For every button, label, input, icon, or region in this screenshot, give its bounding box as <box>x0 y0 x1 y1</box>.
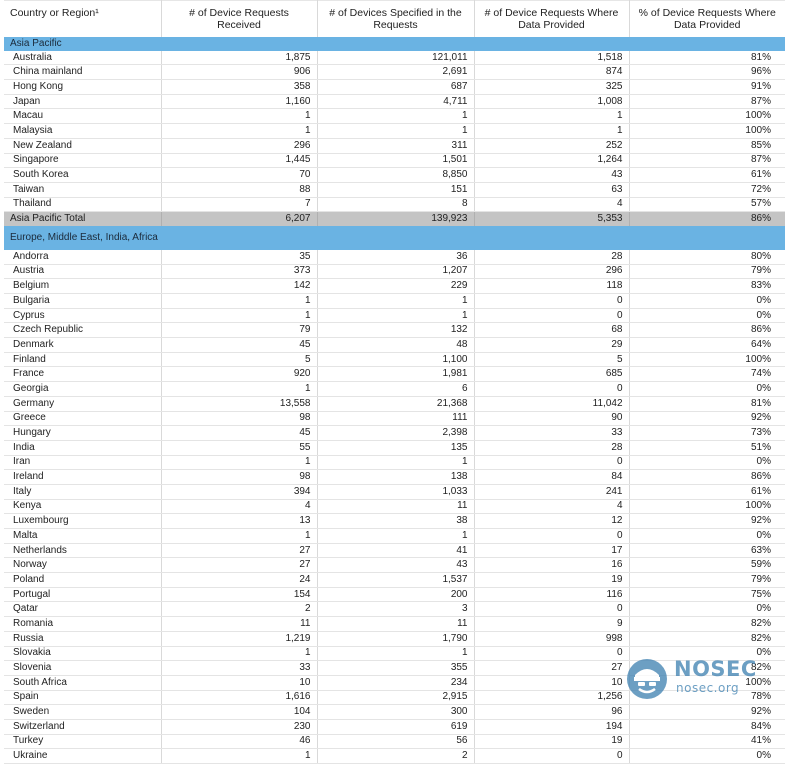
cell-requests-received: 33 <box>161 661 317 676</box>
table-row <box>4 573 785 588</box>
cell-requests-received: 154 <box>161 587 317 602</box>
cell-devices-specified: 4,711 <box>317 94 474 109</box>
cell-requests-data-provided: 116 <box>474 587 629 602</box>
cell-requests-data-provided: 84 <box>474 470 629 485</box>
header-requests-received: # of Device Requests Received <box>161 1 317 38</box>
cell-percent-data-provided: 63% <box>629 543 785 558</box>
cell-devices-specified: 1,207 <box>317 264 474 279</box>
table-row <box>4 617 785 632</box>
table-row <box>4 51 785 65</box>
cell-requests-data-provided: 5,353 <box>474 212 629 226</box>
table-row <box>4 138 785 153</box>
cell-requests-data-provided: 16 <box>474 558 629 573</box>
table-row <box>4 109 785 124</box>
cell-percent-data-provided: 100% <box>629 109 785 124</box>
cell-devices-specified: 56 <box>317 734 474 749</box>
cell-requests-data-provided: 1,256 <box>474 690 629 705</box>
cell-country: China mainland <box>4 65 161 80</box>
table-row <box>4 308 785 323</box>
cell-percent-data-provided: 79% <box>629 573 785 588</box>
cell-country: Romania <box>4 617 161 632</box>
cell-country: France <box>4 367 161 382</box>
cell-devices-specified: 151 <box>317 182 474 197</box>
cell-percent-data-provided: 81% <box>629 396 785 411</box>
cell-country: Norway <box>4 558 161 573</box>
cell-requests-received: 920 <box>161 367 317 382</box>
cell-requests-received: 1 <box>161 646 317 661</box>
cell-country: Singapore <box>4 153 161 168</box>
device-requests-table <box>4 0 785 764</box>
cell-requests-received: 1 <box>161 455 317 470</box>
cell-requests-data-provided: 4 <box>474 499 629 514</box>
table-row <box>4 734 785 749</box>
cell-requests-data-provided: 1,264 <box>474 153 629 168</box>
cell-devices-specified: 1 <box>317 646 474 661</box>
cell-requests-received: 4 <box>161 499 317 514</box>
cell-devices-specified: 2 <box>317 749 474 764</box>
cell-country: Iran <box>4 455 161 470</box>
cell-percent-data-provided: 61% <box>629 484 785 499</box>
cell-requests-data-provided: 11,042 <box>474 396 629 411</box>
cell-country: Portugal <box>4 587 161 602</box>
cell-requests-received: 142 <box>161 279 317 294</box>
cell-percent-data-provided: 86% <box>629 470 785 485</box>
cell-requests-data-provided: 12 <box>474 514 629 529</box>
cell-country: Cyprus <box>4 308 161 323</box>
cell-requests-data-provided: 68 <box>474 323 629 338</box>
cell-requests-data-provided: 874 <box>474 65 629 80</box>
cell-requests-data-provided: 241 <box>474 484 629 499</box>
table-row <box>4 719 785 734</box>
table-row <box>4 323 785 338</box>
cell-country: Thailand <box>4 197 161 212</box>
table-row <box>4 470 785 485</box>
cell-percent-data-provided: 100% <box>629 675 785 690</box>
cell-requests-received: 1,875 <box>161 51 317 65</box>
cell-requests-received: 11 <box>161 617 317 632</box>
cell-percent-data-provided: 74% <box>629 367 785 382</box>
cell-devices-specified: 11 <box>317 499 474 514</box>
cell-country: Bulgaria <box>4 294 161 309</box>
cell-percent-data-provided: 92% <box>629 411 785 426</box>
cell-requests-received: 1 <box>161 109 317 124</box>
cell-devices-specified: 43 <box>317 558 474 573</box>
cell-devices-specified: 200 <box>317 587 474 602</box>
table-row <box>4 367 785 382</box>
table-row <box>4 631 785 646</box>
cell-devices-specified: 111 <box>317 411 474 426</box>
cell-percent-data-provided: 75% <box>629 587 785 602</box>
cell-devices-specified: 135 <box>317 440 474 455</box>
cell-devices-specified: 8,850 <box>317 168 474 183</box>
cell-percent-data-provided: 84% <box>629 719 785 734</box>
cell-requests-received: 13 <box>161 514 317 529</box>
cell-requests-received: 45 <box>161 338 317 353</box>
cell-percent-data-provided: 72% <box>629 182 785 197</box>
cell-requests-data-provided: 1 <box>474 124 629 139</box>
cell-devices-specified: 41 <box>317 543 474 558</box>
cell-requests-data-provided: 10 <box>474 675 629 690</box>
cell-requests-received: 1,160 <box>161 94 317 109</box>
cell-country: Kenya <box>4 499 161 514</box>
cell-percent-data-provided: 0% <box>629 382 785 397</box>
cell-percent-data-provided: 59% <box>629 558 785 573</box>
cell-requests-received: 1 <box>161 124 317 139</box>
cell-devices-specified: 300 <box>317 705 474 720</box>
cell-devices-specified: 229 <box>317 279 474 294</box>
cell-requests-received: 358 <box>161 80 317 95</box>
cell-requests-received: 27 <box>161 558 317 573</box>
cell-percent-data-provided: 73% <box>629 426 785 441</box>
cell-requests-data-provided: 252 <box>474 138 629 153</box>
table-row <box>4 352 785 367</box>
cell-country: Australia <box>4 51 161 65</box>
cell-requests-received: 79 <box>161 323 317 338</box>
cell-requests-received: 1 <box>161 308 317 323</box>
cell-percent-data-provided: 41% <box>629 734 785 749</box>
cell-requests-data-provided: 0 <box>474 455 629 470</box>
cell-country: New Zealand <box>4 138 161 153</box>
cell-requests-data-provided: 27 <box>474 661 629 676</box>
cell-percent-data-provided: 82% <box>629 631 785 646</box>
nosec-logo-icon <box>626 658 668 700</box>
cell-country: Russia <box>4 631 161 646</box>
cell-requests-received: 13,558 <box>161 396 317 411</box>
cell-requests-data-provided: 63 <box>474 182 629 197</box>
cell-devices-specified: 3 <box>317 602 474 617</box>
cell-requests-received: 906 <box>161 65 317 80</box>
section-header-asia-pacific <box>4 37 785 51</box>
cell-percent-data-provided: 82% <box>629 617 785 632</box>
cell-country: Greece <box>4 411 161 426</box>
cell-requests-received: 70 <box>161 168 317 183</box>
cell-requests-data-provided: 29 <box>474 338 629 353</box>
cell-country: Austria <box>4 264 161 279</box>
cell-requests-received: 230 <box>161 719 317 734</box>
table-row <box>4 514 785 529</box>
cell-devices-specified: 139,923 <box>317 212 474 226</box>
cell-percent-data-provided: 100% <box>629 499 785 514</box>
cell-country: Finland <box>4 352 161 367</box>
cell-devices-specified: 1,537 <box>317 573 474 588</box>
section-header-emea <box>4 226 785 250</box>
cell-country: Andorra <box>4 250 161 264</box>
cell-devices-specified: 1,501 <box>317 153 474 168</box>
cell-percent-data-provided: 85% <box>629 138 785 153</box>
table-row <box>4 279 785 294</box>
section-title: Asia Pacific <box>4 37 785 51</box>
cell-requests-data-provided: 19 <box>474 573 629 588</box>
table-row <box>4 197 785 212</box>
cell-devices-specified: 6 <box>317 382 474 397</box>
cell-devices-specified: 138 <box>317 470 474 485</box>
cell-country: Slovakia <box>4 646 161 661</box>
cell-country: Poland <box>4 573 161 588</box>
cell-requests-data-provided: 0 <box>474 646 629 661</box>
cell-requests-received: 5 <box>161 352 317 367</box>
table-row <box>4 543 785 558</box>
cell-country: Italy <box>4 484 161 499</box>
cell-percent-data-provided: 100% <box>629 352 785 367</box>
cell-country: South Africa <box>4 675 161 690</box>
cell-country: Spain <box>4 690 161 705</box>
cell-requests-received: 98 <box>161 411 317 426</box>
cell-devices-specified: 132 <box>317 323 474 338</box>
cell-requests-data-provided: 0 <box>474 294 629 309</box>
table-row <box>4 80 785 95</box>
cell-requests-received: 394 <box>161 484 317 499</box>
cell-requests-data-provided: 19 <box>474 734 629 749</box>
cell-requests-data-provided: 0 <box>474 382 629 397</box>
header-row <box>4 1 785 38</box>
nosec-watermark <box>622 655 757 699</box>
cell-requests-data-provided: 5 <box>474 352 629 367</box>
cell-requests-received: 1,445 <box>161 153 317 168</box>
cell-requests-data-provided: 17 <box>474 543 629 558</box>
table-row <box>4 396 785 411</box>
header-country: Country or Region¹ <box>4 1 161 38</box>
cell-country: Germany <box>4 396 161 411</box>
cell-percent-data-provided: 79% <box>629 264 785 279</box>
section-title: Europe, Middle East, India, Africa <box>4 226 785 250</box>
cell-requests-received: 46 <box>161 734 317 749</box>
table-row <box>4 749 785 764</box>
cell-percent-data-provided: 86% <box>629 323 785 338</box>
cell-devices-specified: 8 <box>317 197 474 212</box>
cell-percent-data-provided: 0% <box>629 455 785 470</box>
cell-percent-data-provided: 96% <box>629 65 785 80</box>
cell-requests-data-provided: 9 <box>474 617 629 632</box>
cell-requests-data-provided: 90 <box>474 411 629 426</box>
cell-requests-received: 27 <box>161 543 317 558</box>
cell-percent-data-provided: 0% <box>629 529 785 544</box>
cell-requests-received: 35 <box>161 250 317 264</box>
cell-devices-specified: 1 <box>317 294 474 309</box>
table-row <box>4 250 785 264</box>
cell-devices-specified: 36 <box>317 250 474 264</box>
cell-devices-specified: 21,368 <box>317 396 474 411</box>
cell-percent-data-provided: 57% <box>629 197 785 212</box>
cell-percent-data-provided: 61% <box>629 168 785 183</box>
cell-percent-data-provided: 100% <box>629 124 785 139</box>
cell-devices-specified: 48 <box>317 338 474 353</box>
cell-country: Ireland <box>4 470 161 485</box>
cell-requests-data-provided: 0 <box>474 529 629 544</box>
cell-country: Switzerland <box>4 719 161 734</box>
table-row <box>4 440 785 455</box>
cell-requests-data-provided: 28 <box>474 250 629 264</box>
cell-country: Asia Pacific Total <box>4 212 161 226</box>
table-row <box>4 294 785 309</box>
cell-requests-received: 10 <box>161 675 317 690</box>
cell-requests-data-provided: 1,008 <box>474 94 629 109</box>
table-row <box>4 499 785 514</box>
cell-country: Sweden <box>4 705 161 720</box>
cell-percent-data-provided: 86% <box>629 212 785 226</box>
cell-requests-data-provided: 0 <box>474 602 629 617</box>
cell-devices-specified: 11 <box>317 617 474 632</box>
cell-requests-data-provided: 28 <box>474 440 629 455</box>
table-row <box>4 382 785 397</box>
table-row <box>4 705 785 720</box>
cell-requests-received: 1,616 <box>161 690 317 705</box>
table-row <box>4 153 785 168</box>
cell-devices-specified: 355 <box>317 661 474 676</box>
cell-percent-data-provided: 0% <box>629 646 785 661</box>
cell-country: Japan <box>4 94 161 109</box>
cell-percent-data-provided: 0% <box>629 308 785 323</box>
header-devices-specified: # of Devices Specified in the Requests <box>317 1 474 38</box>
cell-requests-received: 24 <box>161 573 317 588</box>
cell-percent-data-provided: 0% <box>629 602 785 617</box>
cell-country: Hong Kong <box>4 80 161 95</box>
cell-requests-data-provided: 0 <box>474 308 629 323</box>
cell-percent-data-provided: 92% <box>629 705 785 720</box>
cell-requests-data-provided: 194 <box>474 719 629 734</box>
cell-percent-data-provided: 83% <box>629 279 785 294</box>
cell-requests-received: 1 <box>161 382 317 397</box>
cell-percent-data-provided: 87% <box>629 94 785 109</box>
watermark-subtitle: nosec.org <box>676 681 740 695</box>
cell-percent-data-provided: 64% <box>629 338 785 353</box>
cell-percent-data-provided: 87% <box>629 153 785 168</box>
table-row <box>4 529 785 544</box>
total-row-asia-pacific <box>4 212 785 226</box>
cell-requests-data-provided: 33 <box>474 426 629 441</box>
cell-requests-received: 1,219 <box>161 631 317 646</box>
cell-devices-specified: 1,981 <box>317 367 474 382</box>
cell-devices-specified: 311 <box>317 138 474 153</box>
cell-country: Luxembourg <box>4 514 161 529</box>
cell-devices-specified: 1 <box>317 529 474 544</box>
cell-devices-specified: 121,011 <box>317 51 474 65</box>
cell-percent-data-provided: 82% <box>629 661 785 676</box>
cell-requests-data-provided: 0 <box>474 749 629 764</box>
table-row <box>4 94 785 109</box>
cell-requests-data-provided: 296 <box>474 264 629 279</box>
cell-percent-data-provided: 51% <box>629 440 785 455</box>
cell-requests-data-provided: 1,518 <box>474 51 629 65</box>
cell-country: Turkey <box>4 734 161 749</box>
table-row <box>4 65 785 80</box>
cell-requests-data-provided: 43 <box>474 168 629 183</box>
cell-country: Taiwan <box>4 182 161 197</box>
table-row <box>4 602 785 617</box>
cell-devices-specified: 234 <box>317 675 474 690</box>
table-row <box>4 455 785 470</box>
cell-requests-data-provided: 685 <box>474 367 629 382</box>
cell-requests-received: 104 <box>161 705 317 720</box>
cell-devices-specified: 687 <box>317 80 474 95</box>
cell-devices-specified: 1 <box>317 308 474 323</box>
cell-percent-data-provided: 91% <box>629 80 785 95</box>
cell-country: Georgia <box>4 382 161 397</box>
cell-percent-data-provided: 78% <box>629 690 785 705</box>
table-row <box>4 558 785 573</box>
cell-country: Ukraine <box>4 749 161 764</box>
cell-country: Hungary <box>4 426 161 441</box>
cell-requests-received: 7 <box>161 197 317 212</box>
cell-country: Malta <box>4 529 161 544</box>
table-row <box>4 182 785 197</box>
table-row <box>4 426 785 441</box>
cell-country: Netherlands <box>4 543 161 558</box>
cell-requests-received: 1 <box>161 294 317 309</box>
cell-requests-data-provided: 4 <box>474 197 629 212</box>
cell-requests-received: 6,207 <box>161 212 317 226</box>
table-row <box>4 264 785 279</box>
table-row <box>4 168 785 183</box>
cell-country: Slovenia <box>4 661 161 676</box>
cell-requests-data-provided: 118 <box>474 279 629 294</box>
cell-devices-specified: 2,691 <box>317 65 474 80</box>
cell-requests-received: 88 <box>161 182 317 197</box>
cell-requests-received: 2 <box>161 602 317 617</box>
cell-requests-received: 98 <box>161 470 317 485</box>
table-row <box>4 338 785 353</box>
cell-percent-data-provided: 0% <box>629 749 785 764</box>
cell-devices-specified: 1,033 <box>317 484 474 499</box>
cell-percent-data-provided: 92% <box>629 514 785 529</box>
cell-devices-specified: 1,790 <box>317 631 474 646</box>
cell-country: Belgium <box>4 279 161 294</box>
cell-country: Czech Republic <box>4 323 161 338</box>
table-row <box>4 587 785 602</box>
cell-requests-received: 55 <box>161 440 317 455</box>
cell-percent-data-provided: 0% <box>629 294 785 309</box>
cell-devices-specified: 619 <box>317 719 474 734</box>
cell-requests-data-provided: 998 <box>474 631 629 646</box>
cell-requests-received: 296 <box>161 138 317 153</box>
cell-requests-received: 1 <box>161 529 317 544</box>
table-row <box>4 124 785 139</box>
cell-devices-specified: 1,100 <box>317 352 474 367</box>
cell-devices-specified: 2,915 <box>317 690 474 705</box>
watermark-title: NOSEC <box>674 657 757 681</box>
cell-devices-specified: 1 <box>317 455 474 470</box>
cell-requests-data-provided: 96 <box>474 705 629 720</box>
table-row <box>4 484 785 499</box>
cell-country: India <box>4 440 161 455</box>
cell-devices-specified: 1 <box>317 124 474 139</box>
cell-requests-data-provided: 325 <box>474 80 629 95</box>
header-percent-data-provided: % of Device Requests Where Data Provided <box>629 1 785 38</box>
cell-requests-received: 373 <box>161 264 317 279</box>
cell-country: South Korea <box>4 168 161 183</box>
cell-country: Malaysia <box>4 124 161 139</box>
header-requests-data-provided: # of Device Requests Where Data Provided <box>474 1 629 38</box>
cell-requests-received: 45 <box>161 426 317 441</box>
cell-country: Macau <box>4 109 161 124</box>
cell-country: Denmark <box>4 338 161 353</box>
cell-devices-specified: 38 <box>317 514 474 529</box>
table-row <box>4 411 785 426</box>
cell-country: Qatar <box>4 602 161 617</box>
cell-devices-specified: 2,398 <box>317 426 474 441</box>
cell-percent-data-provided: 80% <box>629 250 785 264</box>
cell-requests-data-provided: 1 <box>474 109 629 124</box>
cell-percent-data-provided: 81% <box>629 51 785 65</box>
cell-requests-received: 1 <box>161 749 317 764</box>
cell-devices-specified: 1 <box>317 109 474 124</box>
